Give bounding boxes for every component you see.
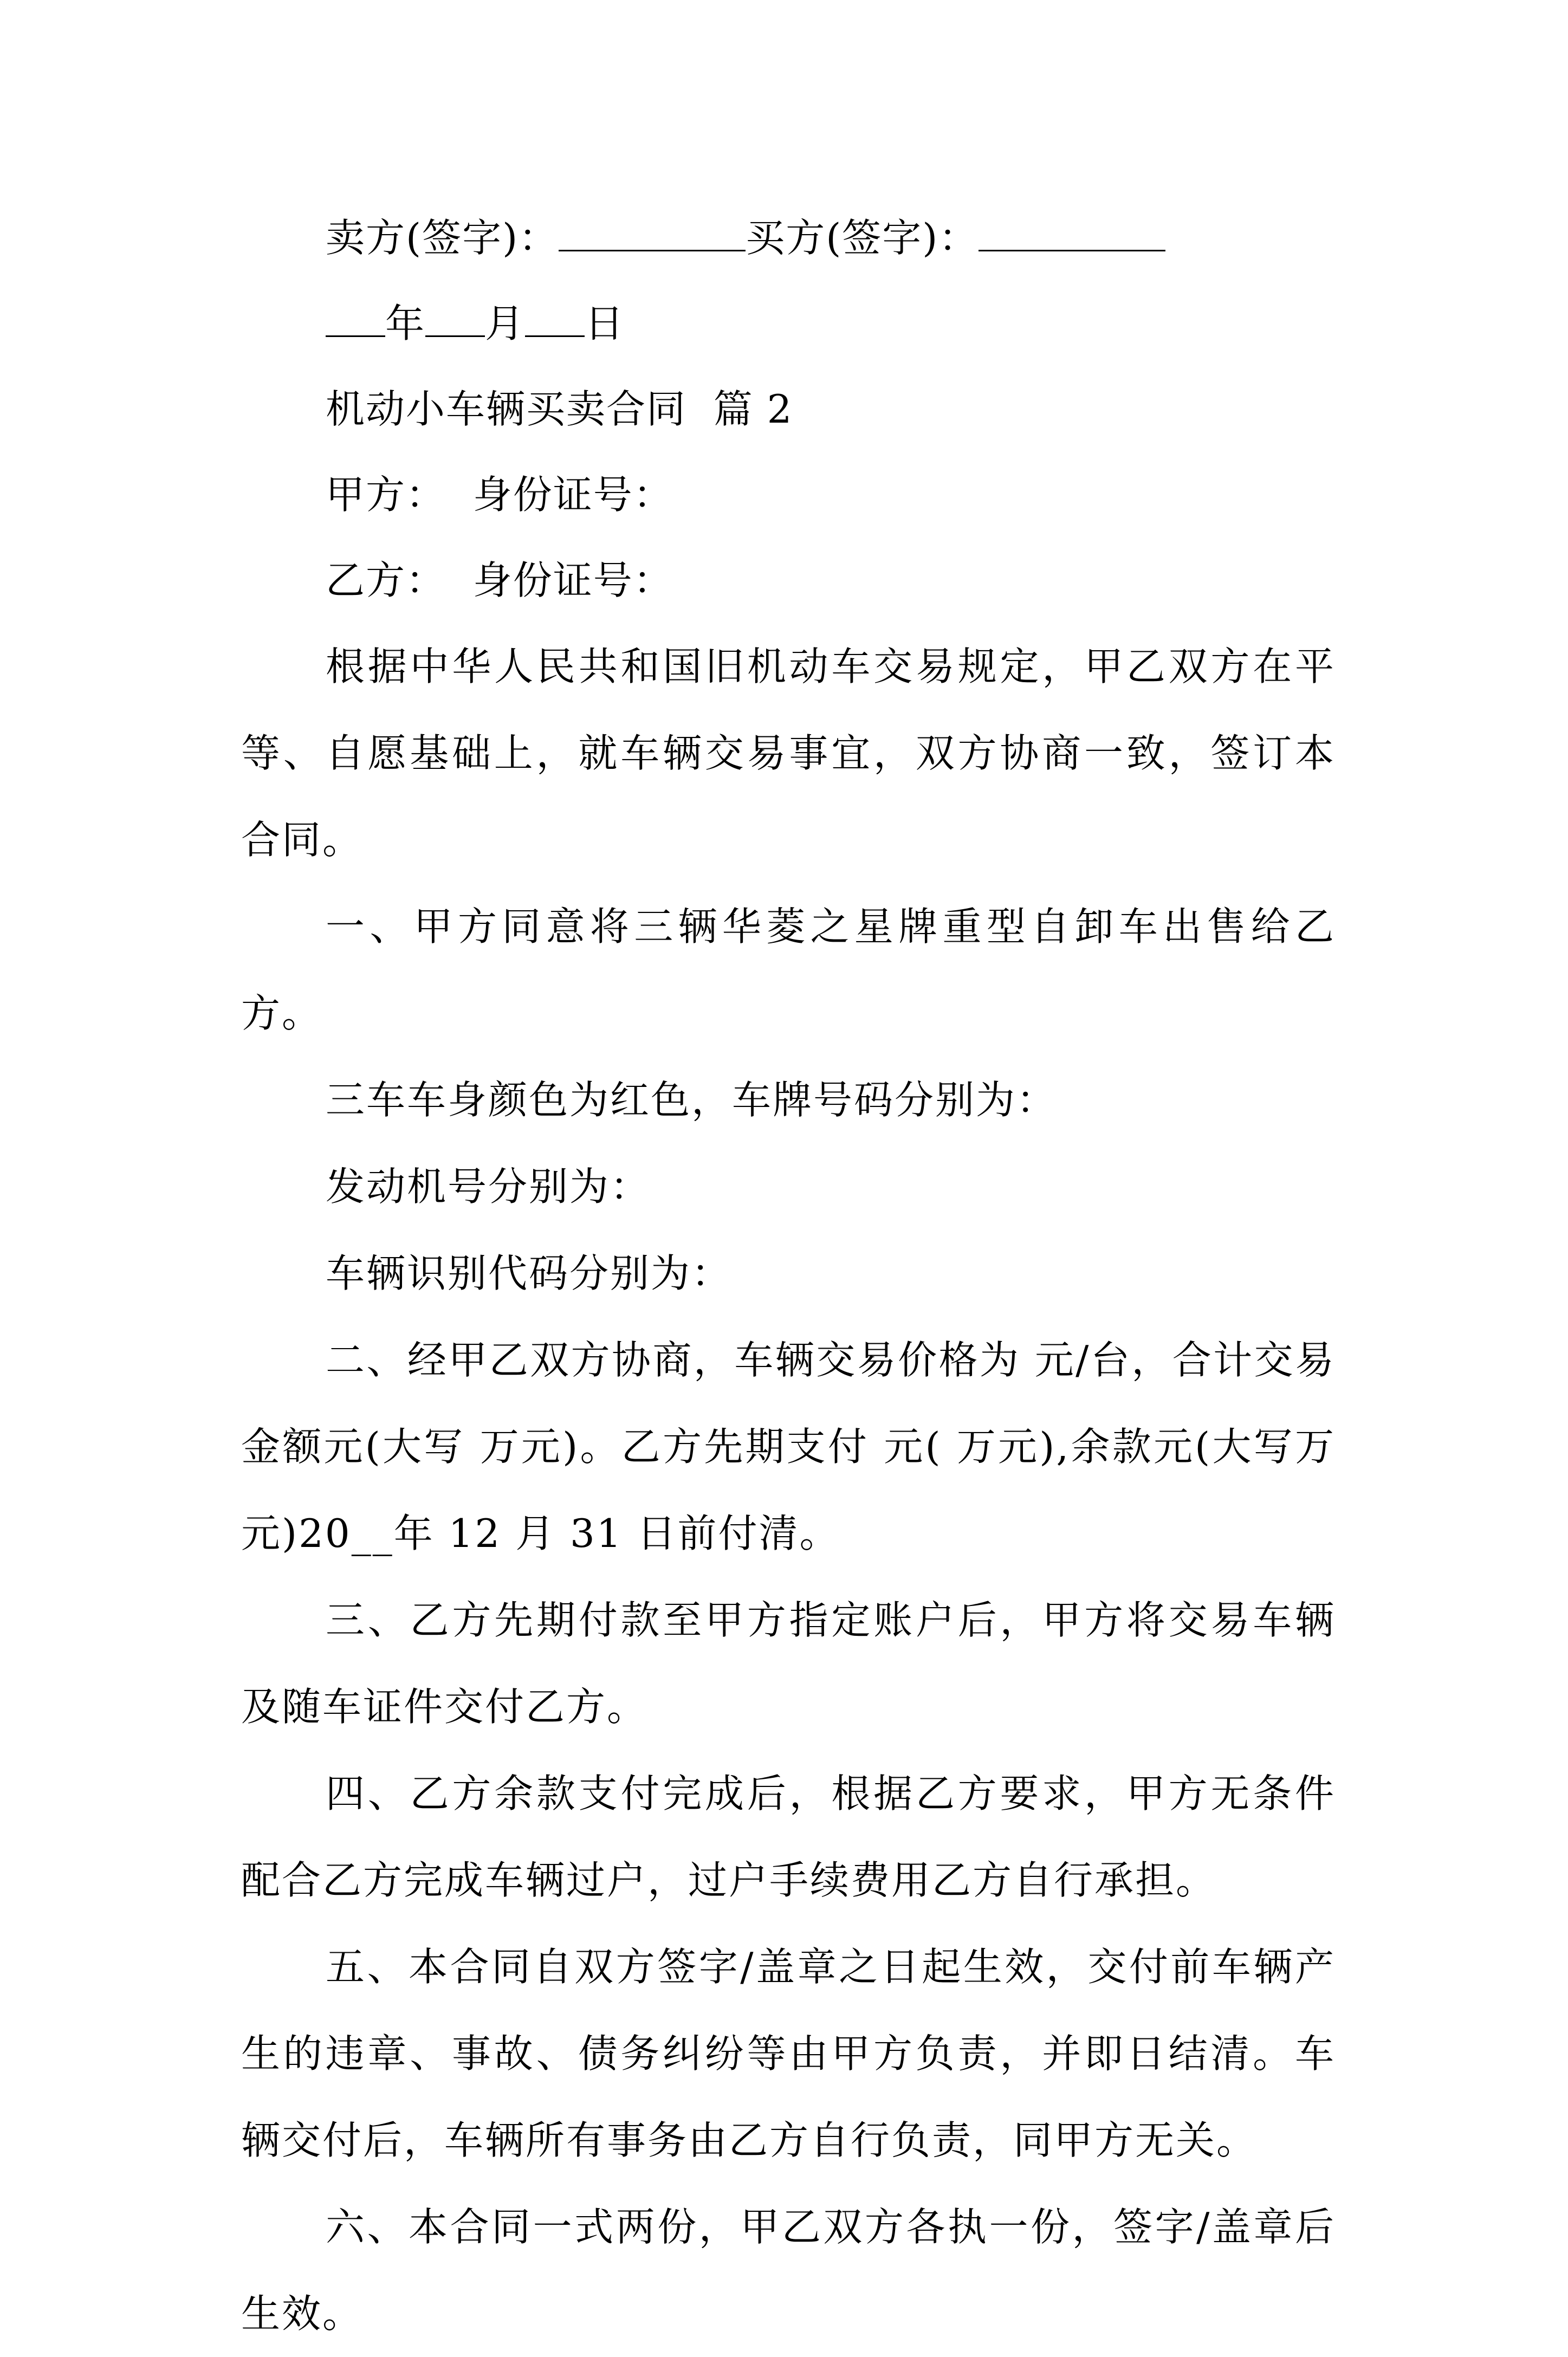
day-label: 日 — [585, 301, 625, 346]
clause-4-paragraph: 四、乙方余款支付完成后，根据乙方要求，甲方无条件配合乙方完成车辆过户，过户手续费用乙方自行承担。 — [241, 1771, 1336, 1903]
buyer-signature-label: 买方(签字)： — [746, 215, 979, 261]
vin-paragraph: 车辆识别代码分别为： — [326, 1251, 733, 1296]
buyer-signature-blank — [979, 249, 1165, 251]
month-blank — [425, 335, 485, 337]
clause-6-paragraph: 六、本合同一式两份，甲乙双方各执一份，签字/盖章后生效。 — [241, 2204, 1336, 2336]
document-page — [241, 195, 1336, 2357]
party-b-line: 乙方： 身份证号： — [326, 558, 673, 603]
clause-3-paragraph: 三、乙方先期付款至甲方指定账户后，甲方将交易车辆及随车证件交付乙方。 — [241, 1597, 1336, 1730]
year-label: 年 — [385, 301, 426, 346]
preamble-paragraph: 根据中华人民共和国旧机动车交易规定，甲乙双方在平等、自愿基础上，就车辆交易事宜，双方协商一致，签订本合同。 — [241, 644, 1336, 863]
signature-line — [241, 195, 1336, 281]
contract-heading: 机动小车辆买卖合同 篇 2 — [326, 386, 793, 432]
clause-1-paragraph: 一、甲方同意将三辆华菱之星牌重型自卸车出售给乙方。 — [241, 904, 1336, 1036]
day-blank — [525, 335, 585, 337]
seller-signature-blank — [559, 249, 746, 251]
month-label: 月 — [485, 301, 526, 346]
date-line — [241, 281, 1336, 366]
clause-5-paragraph: 五、本合同自双方签字/盖章之日起生效，交付前车辆产生的违章、事故、债务纠纷等由甲方负责，并即日结清。车辆交付后，车辆所有事务由乙方自行负责，同甲方无关。 — [241, 1944, 1336, 2163]
vehicle-color-paragraph: 三车车身颜色为红色，车牌号码分别为： — [326, 1077, 1058, 1123]
party-a-line: 甲方： 身份证号： — [326, 472, 673, 517]
year-blank — [326, 335, 385, 337]
clause-2-paragraph: 二、经甲乙双方协商，车辆交易价格为 元/台，合计交易金额元(大写 万元)。乙方先期支付 元( 万元),余款元(大写万元)20__年 12 月 31 日前付清。 — [241, 1337, 1336, 1556]
engine-number-paragraph: 发动机号分别为： — [326, 1164, 651, 1209]
seller-signature-label: 卖方(签字)： — [326, 215, 559, 261]
